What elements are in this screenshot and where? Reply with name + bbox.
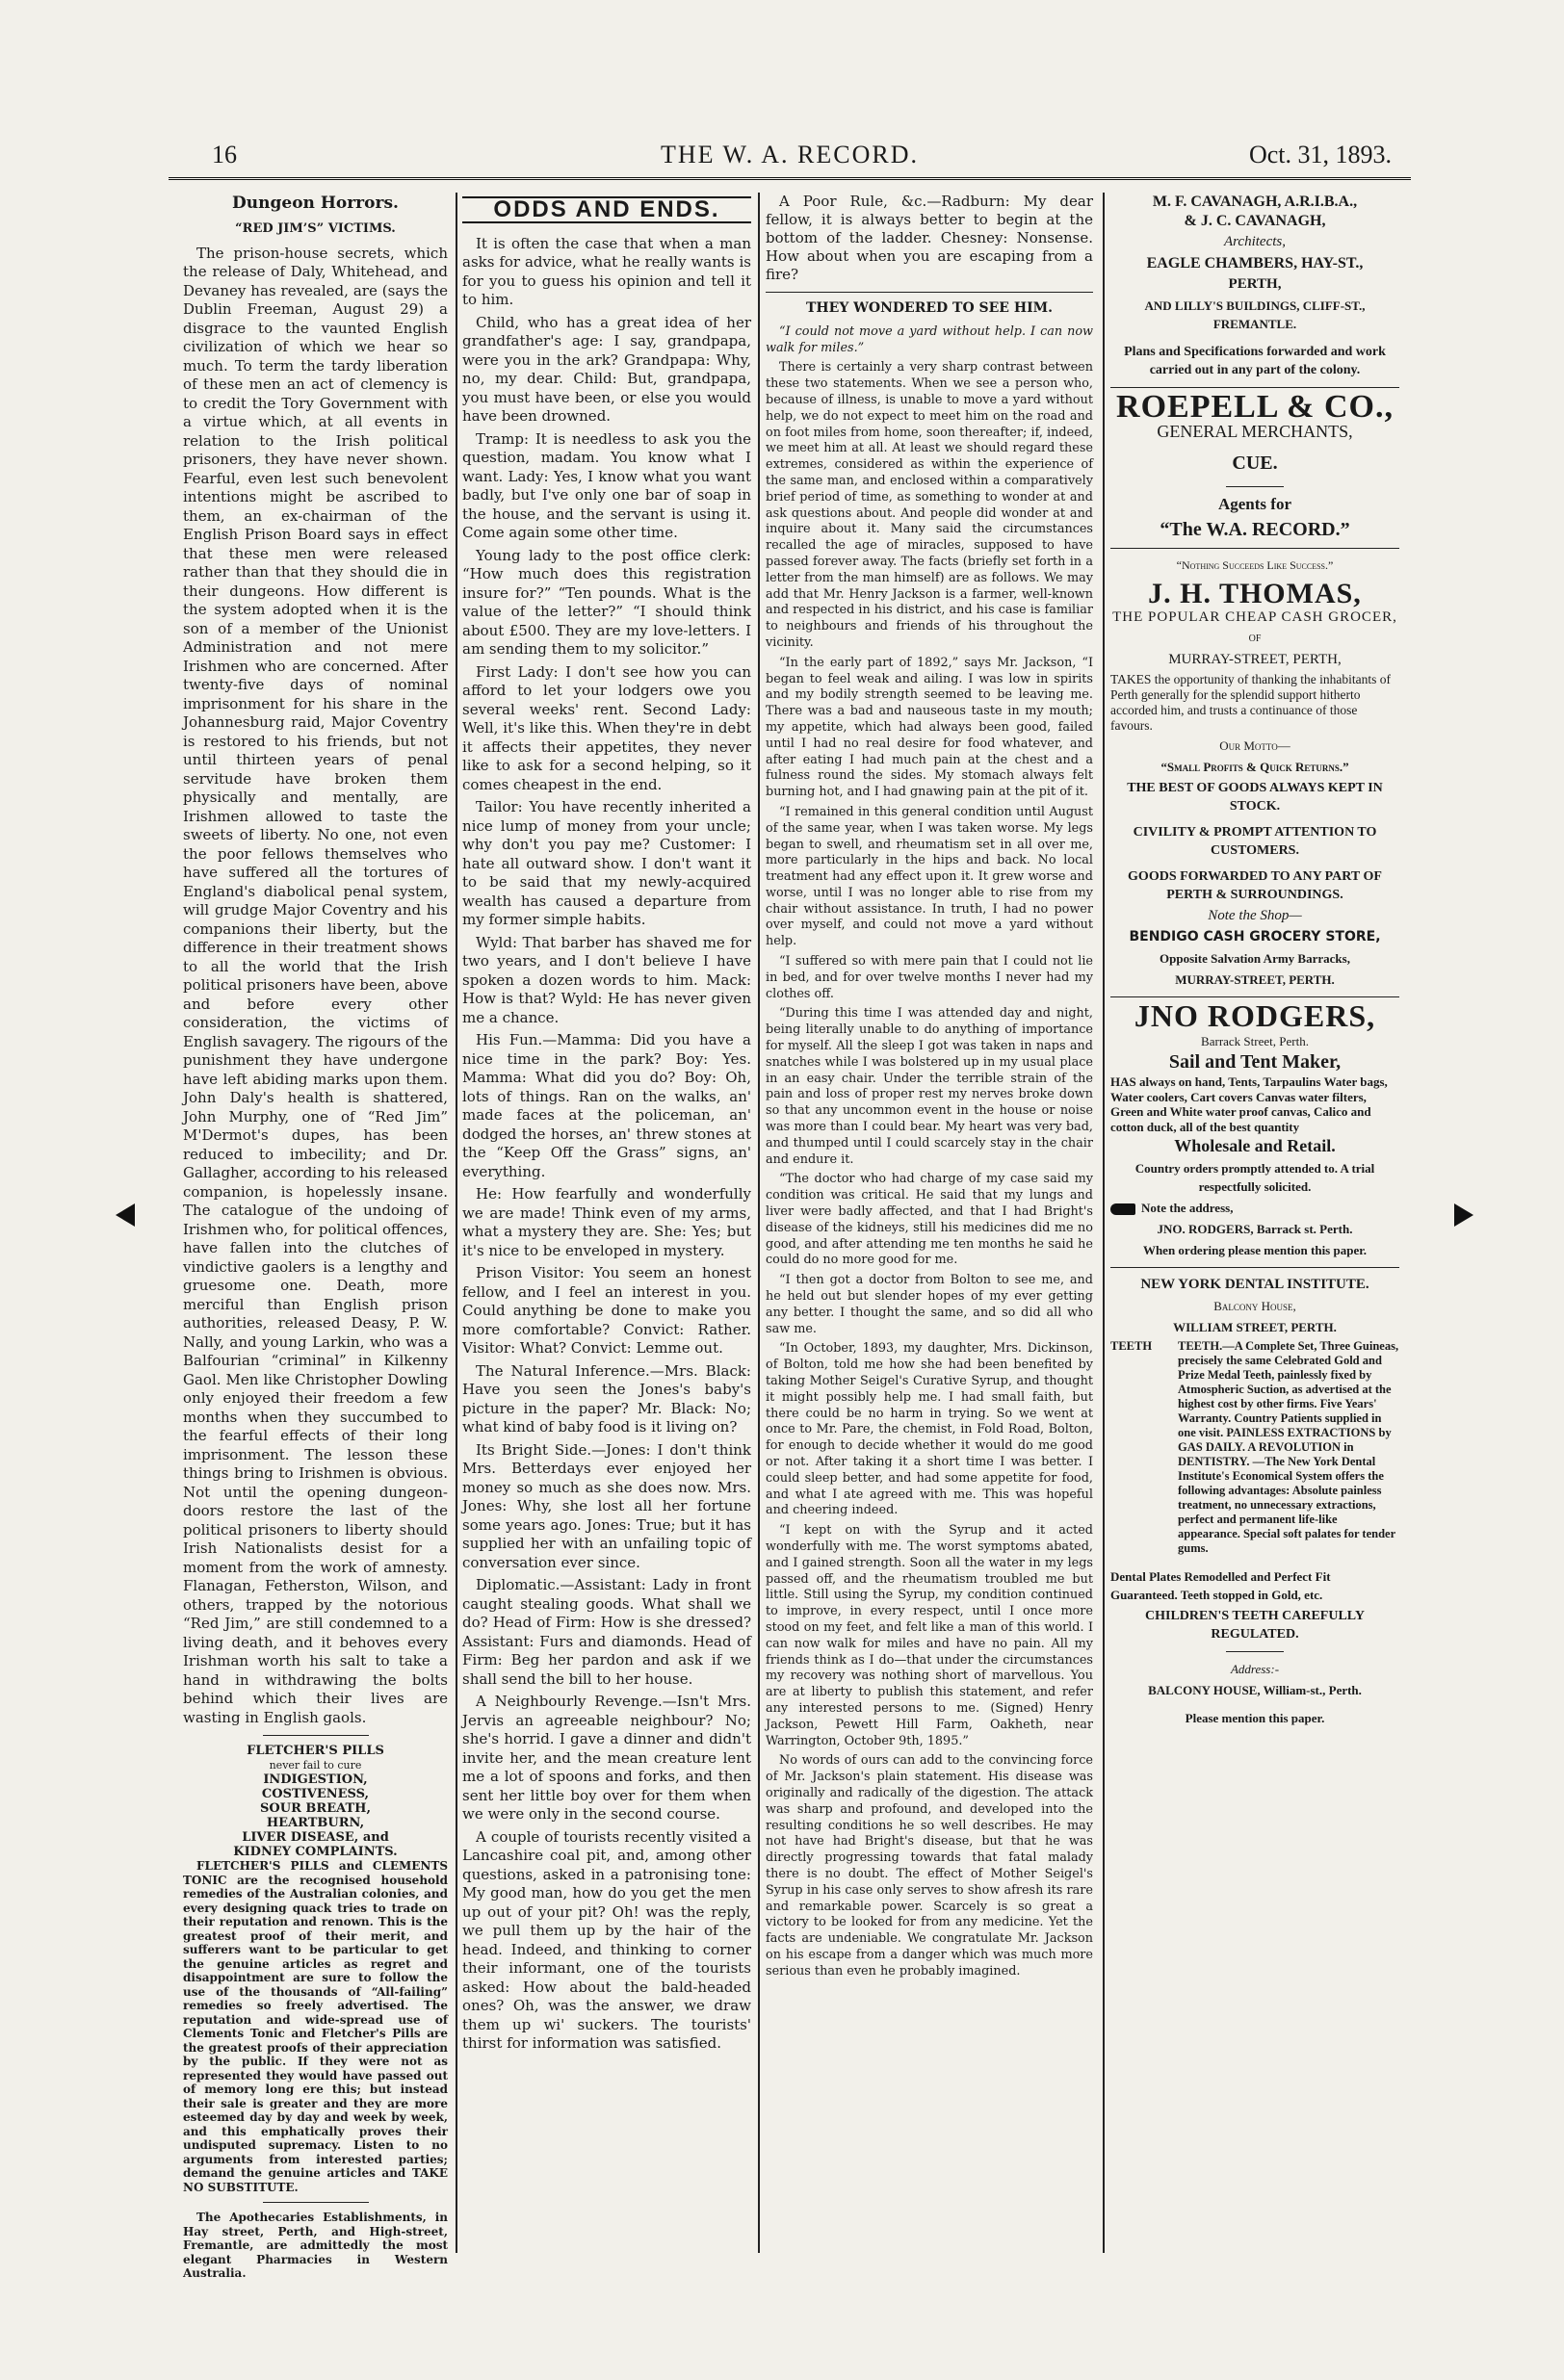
agents-label: Agents for bbox=[1217, 495, 1291, 513]
page-number: 16 bbox=[212, 141, 237, 168]
column-dungeon-horrors bbox=[183, 193, 448, 2280]
ad-line: never fail to cure bbox=[269, 1759, 362, 1772]
cavanagh-address: PERTH, bbox=[1228, 276, 1282, 292]
ad-line: FLETCHER'S PILLS bbox=[247, 1744, 384, 1758]
article-subheading: “RED JIM’S” VICTIMS. bbox=[235, 220, 396, 236]
divider bbox=[766, 292, 1093, 293]
roepell-sub: GENERAL MERCHANTS, bbox=[1157, 421, 1353, 441]
cavanagh-role: Architects, bbox=[1223, 234, 1286, 249]
joke-paragraph: Tailor: You have recently inherited a nice lump of money from your uncle; why don't you pay me? Customer: I hate all outward show. I don't want it to be said that my newly-acquired wealth has caused a departure from my former simple habits. bbox=[462, 798, 751, 928]
divider bbox=[1110, 387, 1399, 388]
joke-paragraph: Diplomatic.—Assistant: Lady in front caught stealing goods. What shall we do? Head of Firm: How is she dressed? Assistant: Furs and diamonds. Head of Firm: Beg her pardon and ask if we shall send the bill to her house. bbox=[462, 1576, 751, 1688]
article-paragraph: “I then got a doctor from Bolton to see me, and he held out but slender hopes of my ever getting any better. I thought the same, and so did all who saw me. bbox=[766, 1273, 1093, 1336]
joke-paragraph: Young lady to the post office clerk: “How much does this registration insure for?” “Ten pounds. What is the value of the letter?” “I should think about £500. They are my love-letters. I am sending them to my solicitor.” bbox=[462, 546, 751, 658]
wholesale-retail: Wholesale and Retail. bbox=[1174, 1136, 1336, 1155]
rodgers-text: HAS always on hand, Tents, Tarpaulins Water bags, Water coolers, Cart covers Canvas water filters, Green and White water proof canvas, Calico and cotton duck, all of the best quantity bbox=[1110, 1074, 1388, 1134]
fletchers-ad-body: FLETCHER'S PILLS and CLEMENTS TONIC are the recognised household remedies of the Australian colonies, and every designing quack tries to trade on their reputation and renown. This is the greatest proof of their merit, and sufferers want to be particular to get the genuine articles as regret and disappointment are sure to follow the use of the thousands of “All-failing” remedies so freely advertised. The reputation and wide-spread use of Clements Tonic and Fletcher's Pills are the greatest proofs of their appreciation by the public. If they were not as represented they would have passed out of memory long ere this; but instead their sale is greater and they are more esteemed day by day and week by week, and this emphatically proves their undisputed supremacy. Listen to no arguments from interested parties; demand the genuine articles and TAKE NO SUBSTITUTE. bbox=[183, 1859, 448, 2194]
article-paragraph: “I suffered so with mere pain that I could not lie in bed, and for over twelve months I never had my clothes off. bbox=[766, 954, 1093, 1001]
ad-line: HEARTBURN, bbox=[266, 1816, 365, 1830]
rodgers-address2: JNO. RODGERS, Barrack st. Perth. bbox=[1157, 1221, 1353, 1236]
divider bbox=[1110, 1267, 1399, 1268]
mention-paper: When ordering please mention this paper. bbox=[1142, 1242, 1368, 1257]
article-paragraph: “In the early part of 1892,” says Mr. Jackson, “I began to feel weak and ailing. I was low in spirits and my bodily strength seemed to be leaving me. There was a bad and nauseous taste in my mouth; my appetite, which had always been good, failed until I had no real desire for food whatever, and after eating I had much pain at the chest and a fulness round the sides. My stomach always felt burning hot, and I had gnawing pain at the pit of it. bbox=[766, 655, 1093, 800]
ad-line: SOUR BREATH, bbox=[260, 1801, 371, 1816]
joke-paragraph: A couple of tourists recently visited a Lancashire coal pit, and, among other questions, asked in a patronising tone: My good man, how do you get the men up out of your pit? Oh! was the reply, we pull them up by the hair of the head. Indeed, and thinking to corner their informant, one of the tourists asked: How about the bald-headed ones? Oh, was the answer, we draw them up wi' suckers. The tourists' thirst for information was satisfied. bbox=[462, 1827, 751, 2052]
article-paragraph: There is certainly a very sharp contrast between these two statements. When we see a person who, because of illness, is unable to move a yard without help, we do not expect to meet him on the road and on foot miles from home, soon thereafter; if, indeed, we meet him at all. At least we should regard these extremes, considered as within the experience of the same man, and enclosed within a comparatively brief period of time, as something to wonder at and ask questions about. And people did wonder at and inquire about it. Many said the circumstances recalled the age of miracles, supposed to have passed forever away. The facts (briefly set forth in a letter from the man himself) are as follows. We may add that Mr. Henry Jackson is a farmer, well-known and respected in his district, and his case is familiar to neighbours and friends of his throughout the vicinity. bbox=[766, 360, 1093, 650]
roepell-city: CUE. bbox=[1232, 452, 1278, 474]
joke-paragraph: His Fun.—Mamma: Did you have a nice time in the park? Boy: Yes. Mamma: What did you do? Boy: Oh, lots of things. Ran on the walks, an' made faces at the policeman, an' dodged the horses, an' threw stones at the “Keep Off the Grass” signs, an' everything. bbox=[462, 1031, 751, 1180]
teeth-label-column bbox=[1110, 1339, 1178, 1556]
balcony-house: BALCONY HOUSE, William-st., Perth. bbox=[1148, 1682, 1362, 1697]
note-shop: Note the Shop— bbox=[1208, 908, 1302, 923]
apothecaries-note: The Apothecaries Establishments, in Hay street, Perth, and High-street, Fremantle, are admittedly the most elegant Pharmacies in Western Australia. bbox=[183, 2211, 448, 2280]
cavanagh-name: M. F. CAVANAGH, A.R.I.B.A., bbox=[1152, 194, 1358, 210]
joke-paragraph: First Lady: I don't see how you can afford to let your lodgers owe you several weeks' rent. Second Lady: Well, it's like this. When they're in debt it affects their appetites, they never like to ask for a second helping, so it comes cheapest in the end. bbox=[462, 662, 751, 793]
article-heading: THEY WONDERED TO SEE HIM. bbox=[806, 300, 1053, 316]
joke-paragraph: A Neighbourly Revenge.—Isn't Mrs. Jervis an agreeable neighbour? No; she's horrid. I gave a dinner and didn't invite her, and the mean creature lent me a lot of spoons and forks, and then sent her little boy over for them when we were only in the second course. bbox=[462, 1693, 751, 1823]
cavanagh-address: AND LILLY'S BUILDINGS, CLIFF-ST., FREMANTLE. bbox=[1144, 298, 1366, 331]
column-they-wondered bbox=[766, 193, 1093, 2253]
teeth-label: TEETH bbox=[1110, 1338, 1153, 1353]
divider bbox=[1226, 1651, 1284, 1652]
rodgers-name: JNO RODGERS, bbox=[1134, 998, 1376, 1033]
odds-and-ends-heading: ODDS AND ENDS. bbox=[462, 196, 751, 223]
joke-paragraph: A Poor Rule, &c.—Radburn: My dear fellow, it is always better to begin at the bottom of the ladder. Chesney: Nonsense. How about when you are escaping from a fire? bbox=[766, 193, 1093, 283]
bendigo-opposite: Opposite Salvation Army Barracks, bbox=[1160, 951, 1350, 966]
article-paragraph: “During this time I was attended day and night, being literally unable to do anything of importance for myself. All the sleep I got was taken in naps and snatches while I was bolstered up in my usual place in an easy chair. Under the terrible strain of the pain and loss of proper rest my nerves broke down so that any uncommon event in the house or noise was more than I could bear. My heart was very bad, and thumped until I could scarcely stay in the chair and endure it. bbox=[766, 1006, 1093, 1167]
divider bbox=[1110, 548, 1399, 549]
pointing-hand-icon bbox=[1110, 1203, 1135, 1215]
note-address bbox=[1110, 1199, 1399, 1217]
header-rule bbox=[169, 177, 1411, 180]
divider bbox=[1110, 996, 1399, 997]
country-orders: Country orders promptly attended to. A trial respectfully solicited. bbox=[1134, 1160, 1375, 1194]
scan-registration-arrow-right bbox=[1454, 1203, 1473, 1227]
divider bbox=[1226, 486, 1284, 487]
column-odds-and-ends bbox=[462, 193, 751, 2253]
article-paragraph: “I remained in this general condition until August of the same year, when I was taken worse. My legs began to swell, and rheumatism set in all over me, more particularly in the hips and back. No local treatment had any effect upon it. It grew worse and worse, until I was no longer able to rise from my chair without assistance. In truth, I had no power over myself, and could not move a yard without help. bbox=[766, 804, 1093, 949]
thomas-text: TAKES the opportunity of thanking the inhabitants of Perth generally for the splendid support hitherto accorded him, and trusts a continuance of those favours. bbox=[1110, 672, 1392, 733]
please-mention: Please mention this paper. bbox=[1185, 1710, 1325, 1725]
article-paragraph: The prison-house secrets, which the release of Daly, Whitehead, and Devaney has revealed, are (says the Dublin Freeman, August 29) a disgrace to the vaunted English civilization of which we hear so much. To term the tardy liberation of these men an act of clemency is to credit the Tory Government with a virtue which, at all events in relation to the Irish political prisoners, they have never shown. Fearful, even lest such benevolent intentions might be ascribed to them, an ex-chairman of the English Prison Board says in effect that these men were released rather than that they should die in their dungeons. How different is the system adopted when it is the son of a member of the Unionist Administration and not mere Irishmen who are concerned. After twenty-five days of nominal imprisonment for his share in the Johannesburg raid, Major Coventry is restored to his friends, but not until thirteen years of penal servitude have broken them physically and mentally, are Irishmen allowed to taste the sweets of liberty. No one, not even the poor fellows themselves who have suffered all the tortures of England's diabolical penal system, will grudge Major Coventry and his companions their liberty, but the difference in their treatment shows to all the world that the Irish political prisoners have been, above and before every other consideration, the victims of English savagery. The rigours of the punishment they have undergone have left abiding marks upon them. John Daly's health is shattered, John Murphy, one of “Red Jim” M'Dermot's dupes, has been reduced to imbecility; and Dr. Gallagher, according to his released companion, is hopelessly insane. The catalogue of the undoing of Irishmen who, for political offences, have fallen into the clutches of vindictive gaolers is a lengthy and gruesome one. Death, more merciful than English prison authorities, released Deasy, P. W. Nally, and young Larkin, who was a Balfourian “criminal” in Kilkenny Gaol. Men like Christopher Dowling only enjoyed their freedom a few months when they succumbed to the fearful effects of their long imprisonment. The lesson these things bring to Irishmen is obvious. Not until the opening dungeon-doors restore the last of the political prisoners to liberty should Irish Nationalists desist for a moment from the work of amnesty. Flanagan, Fetherston, Wilson, and others, trapped by the notorious “Red Jim,” are still condemned to a living death, and it behoves every Irishman worth his salt to take a hand in withdrawing the bolts behind which their lives are wasting in English gaols. bbox=[183, 244, 448, 1726]
note-address-text: Note the address, bbox=[1141, 1200, 1234, 1215]
thomas-sub: THE POPULAR CHEAP CASH GROCER, bbox=[1112, 609, 1397, 625]
page-header bbox=[169, 135, 1411, 173]
article-quote: “I could not move a yard without help. I can now walk for miles.” bbox=[766, 323, 1093, 355]
civility: CIVILITY & PROMPT ATTENTION TO CUSTOMERS. bbox=[1133, 825, 1377, 858]
joke-paragraph: He: How fearfully and wonderfully we are made! Think even of my arms, what a mystery they are. She: Yes; but it's nice to be enveloped in mystery. bbox=[462, 1185, 751, 1259]
divider bbox=[263, 2202, 369, 2203]
joke-paragraph: Child, who has a great idea of her grandfather's age: I say, grandpapa, were you in the ark? Grandpapa: Why, no, my dear. Child: But, grandpapa, you must have been, or else you would have been drowned. bbox=[462, 313, 751, 425]
thomas-of: OF bbox=[1248, 634, 1262, 644]
joke-paragraph: The Natural Inference.—Mrs. Black: Have you seen the Jones's baby's picture in the paper? Mr. Black: No; what kind of baby food is it living on? bbox=[462, 1361, 751, 1436]
thomas-address: MURRAY-STREET, PERTH, bbox=[1168, 652, 1342, 667]
cavanagh-address: EAGLE CHAMBERS, HAY-ST., bbox=[1146, 255, 1364, 272]
motto: “Small Profits & Quick Returns.” bbox=[1160, 760, 1349, 774]
article-paragraph: “The doctor who had charge of my case said my condition was critical. He said that my lungs and liver were badly affected, and that I had Bright's disease of the kidneys, still his medicines did me no good, and after attending me ten months he said he could do no more good for me. bbox=[766, 1172, 1093, 1268]
issue-date: Oct. 31, 1893. bbox=[1248, 141, 1392, 168]
motto-top: “Nothing Succeeds Like Success.” bbox=[1176, 557, 1334, 572]
address-label: Address:- bbox=[1230, 1661, 1280, 1676]
bendigo-address: MURRAY-STREET, PERTH. bbox=[1175, 972, 1335, 987]
newspaper-page bbox=[169, 135, 1411, 2280]
column-divider bbox=[456, 193, 457, 2253]
divider bbox=[263, 1735, 369, 1736]
joke-paragraph: Tramp: It is needless to ask you the question, madam. You know what I want. Lady: Yes, I know what you want badly, but I've only one bar of soap in the house, and the servant is using it. Come again some other time. bbox=[462, 429, 751, 541]
rodgers-address: Barrack Street, Perth. bbox=[1201, 1033, 1309, 1048]
dental-teeth-block bbox=[1110, 1339, 1399, 1556]
article-paragraph: No words of ours can add to the convincing force of Mr. Jackson's plain statement. His disease was originally and radically of the digestion. The attack was sharp and profound, and developed into the resulting conditions he so well describes. He may not have had Bright's disease, but that he was directly progressing towards that fatal malady there is no doubt. The effect of Mother Seigel's Syrup in his case only serves to show afresh its rare and remarkable power. Scarcely is so great a victory to be looked for from any medicine. Yet the facts are undeniable. We congratulate Mr. Jackson on his escape from a danger which was much more serious than even he probably imagined. bbox=[766, 1753, 1093, 1979]
bendigo-store: BENDIGO CASH GROCERY STORE, bbox=[1129, 929, 1381, 944]
joke-paragraph: It is often the case that when a man asks for advice, what he really wants is for you to guess his opinion and tell it to him. bbox=[462, 234, 751, 308]
teeth-text: TEETH.—A Complete Set, Three Guineas, precisely the same Celebrated Gold and Prize Medal Teeth, painlessly fixed by Atmospheric Suction, as advertised at the highest cost by other firms. Five Years' Warranty. Country Patients supplied in one visit. PAINLESS EXTRACTIONS by GAS DAILY. A REVOLUTION in DENTISTRY. —The New York Dental Institute's Economical System offers the following advantages: Absolute painless treatment, no unnecessary extractions, perfect and permanent life-like appearance. Special soft palates for tender gums. bbox=[1178, 1338, 1399, 1555]
ad-line: COSTIVENESS, bbox=[261, 1787, 370, 1801]
article-paragraph: “I kept on with the Syrup and it acted wonderfully with me. The worst symptoms abated, and I gained strength. Soon all the water in my legs passed off, and the rheumatism troubled me but little. Still using the Syrup, my condition continued to improve, in every respect, until I once more stood on my feet, and felt like a man of this world. I can now walk for miles and have no pain. All my friends think as I do—that under the circumstances my recovery was nothing short of marvellous. You are at liberty to publish this statement, and refer any interested persons to me. (Signed) Henry Jackson, Pewett Hill Farm, Oakheth, near Warrington, October 9th, 1895.” bbox=[766, 1523, 1093, 1748]
scan-registration-arrow-left bbox=[116, 1203, 135, 1227]
children-teeth: CHILDREN'S TEETH CAREFULLY REGULATED. bbox=[1145, 1608, 1365, 1642]
dental-name: NEW YORK DENTAL INSTITUTE. bbox=[1140, 1276, 1369, 1292]
column-advertisements bbox=[1110, 193, 1399, 2253]
ad-line: LIVER DISEASE, and bbox=[242, 1830, 389, 1845]
goods-forwarded: GOODS FORWARDED TO ANY PART OF PERTH & SURROUNDINGS. bbox=[1128, 869, 1382, 902]
joke-paragraph: Its Bright Side.—Jones: I don't think Mrs. Betterdays ever enjoyed her money so much as she does now. Mrs. Jones: Why, she lost all her fortune some years ago. Jones: True; but it has supplied her with an unfailing topic of conversation ever since. bbox=[462, 1440, 751, 1571]
dental-plates: Dental Plates Remodelled and Perfect Fit Guaranteed. Teeth stopped in Gold, etc. bbox=[1110, 1568, 1331, 1602]
column-divider bbox=[1103, 193, 1105, 2253]
rodgers-trade: Sail and Tent Maker, bbox=[1168, 1050, 1342, 1073]
joke-paragraph: Prison Visitor: You seem an honest fellow, and I feel an interest in you. Could anything be done to make you more comfortable? Convict: Rather. Visitor: What? Convict: Lemme out. bbox=[462, 1264, 751, 1357]
dental-street: WILLIAM STREET, PERTH. bbox=[1173, 1319, 1337, 1334]
cavanagh-text: Plans and Specifications forwarded and work carried out in any part of the colony. bbox=[1124, 345, 1386, 377]
record-name: “The W.A. RECORD.” bbox=[1160, 519, 1350, 540]
dental-balcony: Balcony House, bbox=[1213, 1298, 1296, 1313]
best-goods: THE BEST OF GOODS ALWAYS KEPT IN STOCK. bbox=[1127, 781, 1383, 814]
ad-line: INDIGESTION, bbox=[263, 1772, 368, 1787]
article-heading: Dungeon Horrors. bbox=[232, 194, 399, 213]
paper-title: THE W. A. RECORD. bbox=[660, 141, 920, 168]
thomas-name: J. H. THOMAS, bbox=[1148, 577, 1362, 609]
ad-line: KIDNEY COMPLAINTS. bbox=[233, 1845, 398, 1859]
fletchers-ad-title bbox=[183, 1744, 448, 1859]
article-paragraph: “In October, 1893, my daughter, Mrs. Dickinson, of Bolton, told me how she had been benefited by taking Mother Seigel's Curative Syrup, and thought it might possibly help me. I had small faith, but there could be no harm in trying. So we went at once to Mr. Pare, the chemist, in Fold Road, Bolton, for enough to decide whether it would do me good or not. After taking it a short time I was better. I could sleep better, and had some appetite for food, and what I ate agreed with me. This was hopeful and cheering indeed. bbox=[766, 1341, 1093, 1518]
our-motto-label: Our Motto— bbox=[1219, 738, 1290, 753]
column-divider bbox=[758, 193, 760, 2253]
roepell-name: ROEPELL & CO., bbox=[1116, 389, 1394, 425]
joke-paragraph: Wyld: That barber has shaved me for two years, and I don't believe I have spoken a dozen words to him. Mack: How is that? Wyld: He has never given me a chance. bbox=[462, 933, 751, 1026]
cavanagh-name2: & J. C. CAVANAGH, bbox=[1184, 212, 1326, 229]
